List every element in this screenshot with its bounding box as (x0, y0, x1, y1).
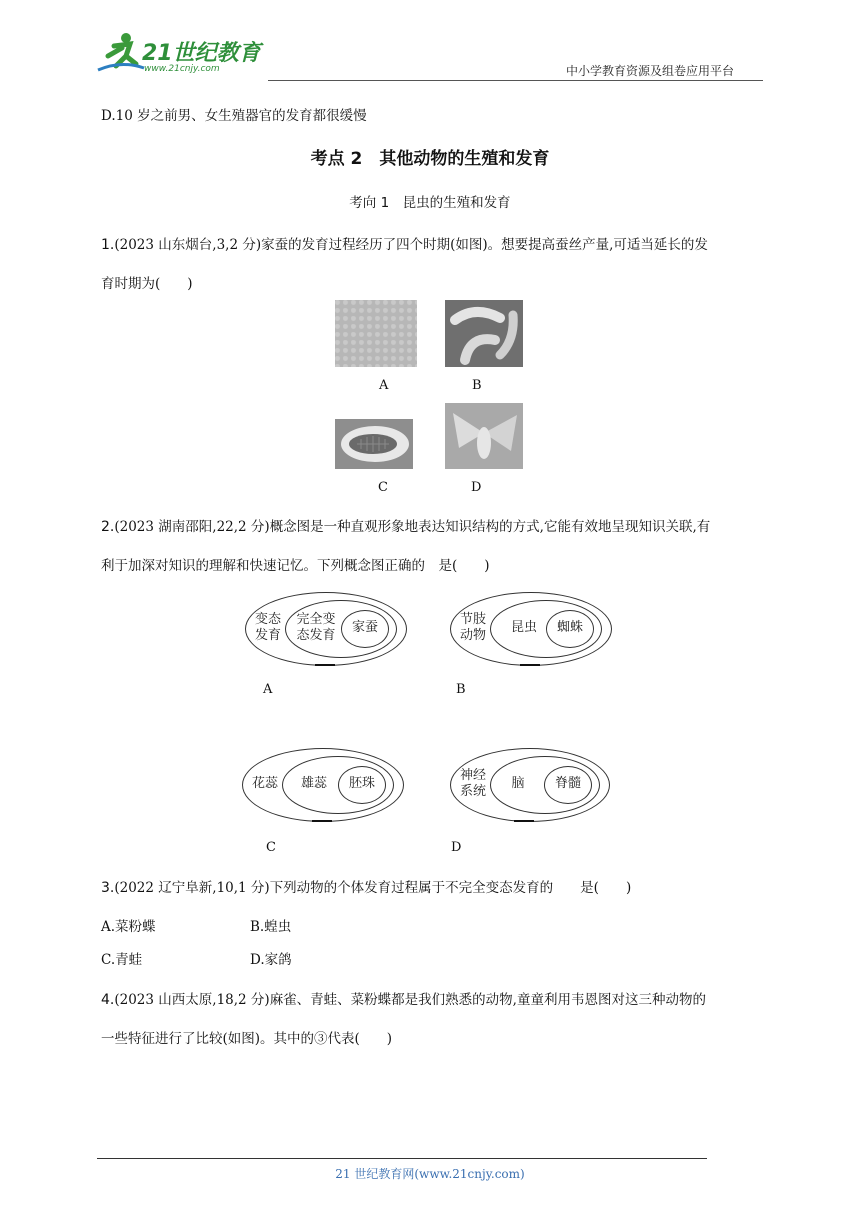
question-source: (2023 湖南邵阳,22,2 分) (114, 519, 270, 535)
diagram-label-b: B (456, 682, 466, 697)
section-title: 考点 2 其他动物的生殖和发育 (310, 149, 550, 169)
question-1-line2: 育时期为( ) (101, 276, 193, 292)
outer-label: 花蕊 (251, 776, 278, 791)
diagram-tick (520, 664, 540, 666)
image-label-b: B (472, 378, 482, 393)
inner-label: 蜘蛛 (556, 620, 583, 635)
subsection-title: 考向 1 昆虫的生殖和发育 (349, 195, 511, 211)
question-4 (101, 990, 706, 1010)
option-a: A.菜粉蝶 (101, 919, 156, 935)
question-1 (101, 235, 708, 255)
header-rule (268, 80, 763, 81)
logo-url: www.21cnjy.com (144, 64, 220, 74)
middle-label: 雄蕊 (300, 776, 327, 791)
concept-diagram-d (450, 748, 610, 822)
footer-text: 21 世纪教育网(www.21cnjy.com) (335, 1167, 525, 1181)
question-2 (101, 517, 710, 537)
question-number: 2. (101, 519, 115, 535)
middle-label: 完全变 态发育 (296, 612, 336, 643)
diagram-label-a: A (263, 682, 273, 697)
inner-label: 家蚕 (351, 620, 378, 635)
outer-label: 神经 系统 (459, 768, 486, 799)
question-text: 麻雀、青蛙、菜粉蝶都是我们熟悉的动物,童童利用韦恩图对这三种动物的 (269, 992, 706, 1008)
question-number: 4. (101, 992, 115, 1008)
middle-label: 昆虫 (510, 620, 537, 635)
logo-text: 21世纪教育 (142, 41, 261, 66)
inner-label: 脊髓 (554, 776, 581, 791)
option-c: C.青蛙 (101, 952, 143, 968)
footer-rule (97, 1158, 707, 1159)
diagram-label-c: C (266, 840, 276, 855)
question-text: 家蚕的发育过程经历了四个时期(如图)。想要提高蚕丝产量,可适当延长的发 (261, 237, 708, 253)
image-label-a: A (379, 378, 389, 393)
question-text: 概念图是一种直观形象地表达知识结构的方式,它能有效地呈现知识关联,有 (269, 519, 711, 535)
question-source: (2022 辽宁阜新,10,1 分) (114, 880, 270, 896)
question-number: 1. (101, 237, 115, 253)
question-source: (2023 山东烟台,3,2 分) (114, 237, 262, 253)
outer-label: 节肢 动物 (459, 612, 486, 643)
header-logo (96, 30, 266, 78)
option-d: D.家鸽 (250, 952, 292, 968)
silkworm-pupa-image (335, 419, 413, 469)
question-text: 下列动物的个体发育过程属于不完全变态发育的 是( ) (269, 880, 632, 896)
question-2-line2: 利于加深对知识的理解和快速记忆。下列概念图正确的 是( ) (101, 558, 490, 574)
question-source: (2023 山西太原,18,2 分) (114, 992, 270, 1008)
diagram-label-d: D (451, 840, 462, 855)
question-number: 3. (101, 880, 115, 896)
image-label-d: D (471, 480, 482, 495)
middle-label: 脑 (511, 776, 525, 791)
diagram-tick (514, 820, 534, 822)
outer-label: 变态 发育 (254, 612, 281, 643)
diagram-tick (315, 664, 335, 666)
previous-option: D.10 岁之前男、女生殖器官的发育都很缓慢 (101, 108, 367, 124)
inner-label: 胚珠 (348, 776, 375, 791)
concept-diagram-a (245, 592, 407, 666)
silkworm-moth-image (445, 403, 523, 469)
diagram-tick (312, 820, 332, 822)
header-right-text: 中小学教育资源及组卷应用平台 (566, 64, 735, 78)
image-label-c: C (378, 480, 388, 495)
question-4-line2: 一些特征进行了比较(如图)。其中的③代表( ) (101, 1031, 393, 1047)
silkworm-egg-image (335, 300, 417, 367)
silkworm-larva-image (445, 300, 523, 367)
option-b: B.蝗虫 (250, 919, 292, 935)
question-3 (101, 878, 631, 898)
logo-runner-icon (96, 30, 146, 76)
concept-diagram-b (450, 592, 612, 666)
concept-diagram-c (242, 748, 404, 822)
